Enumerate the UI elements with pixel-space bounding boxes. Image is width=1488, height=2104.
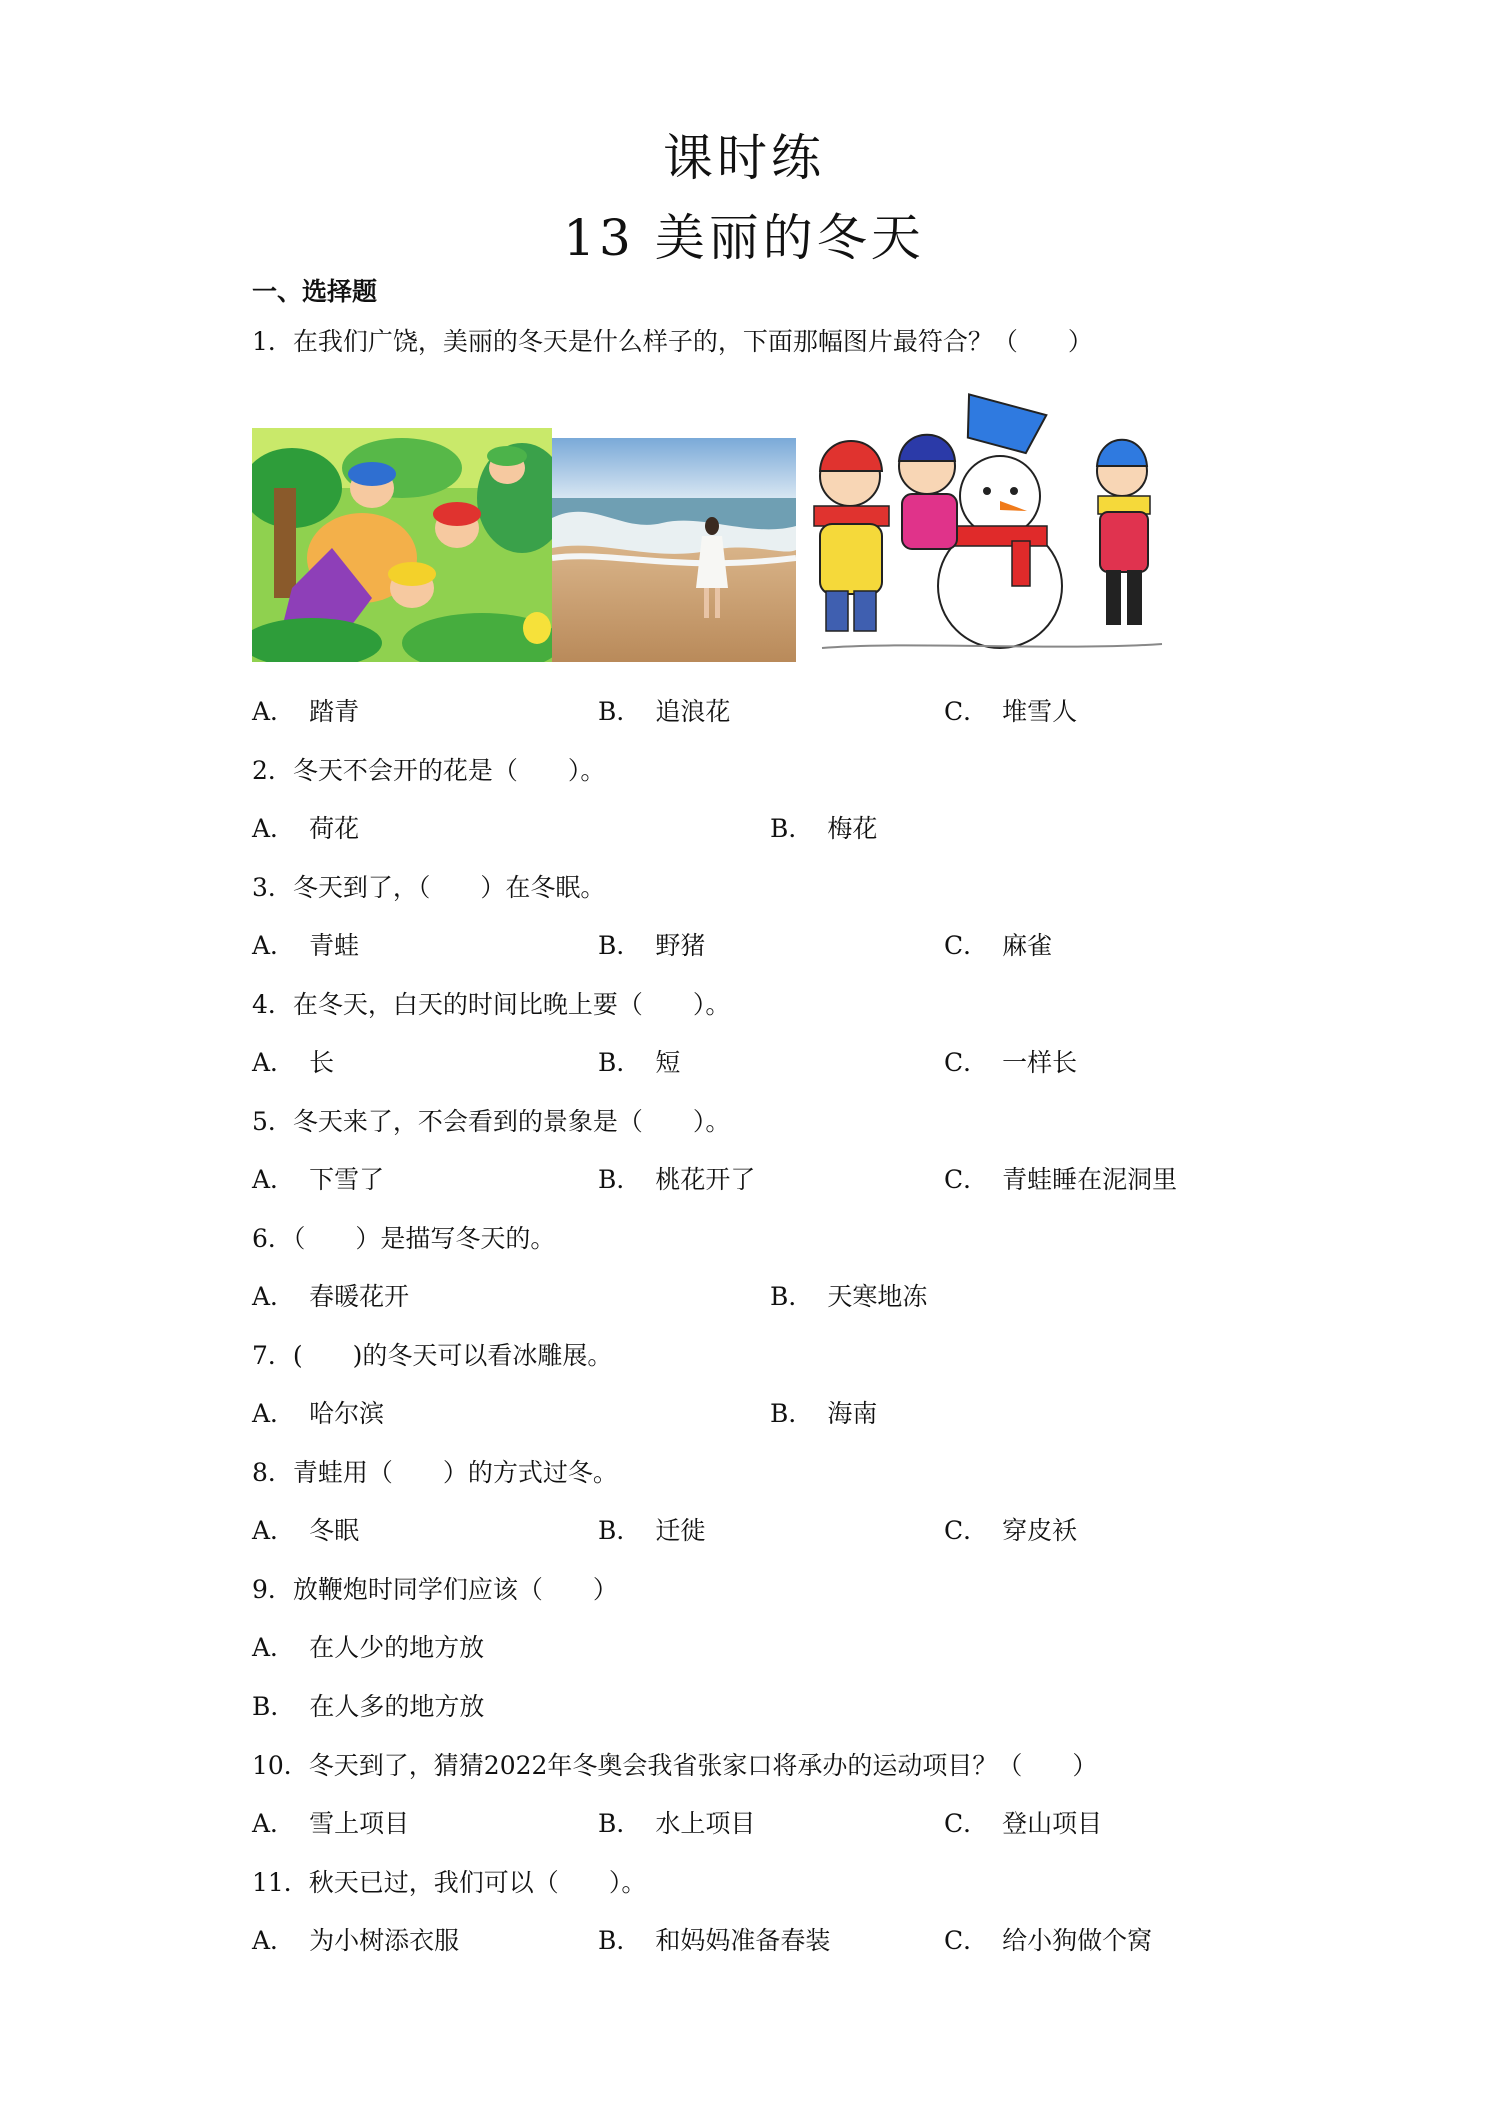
q4-option-a[interactable]: A． 长 bbox=[252, 1048, 335, 1077]
question-9: 9．放鞭炮时同学们应该（ ） bbox=[252, 1575, 618, 1604]
q4-option-b[interactable]: B． 短 bbox=[598, 1048, 681, 1077]
question-5: 5．冬天来了，不会看到的景象是（ ）。 bbox=[252, 1107, 731, 1136]
q10-option-a[interactable]: A． 雪上项目 bbox=[252, 1809, 410, 1838]
q5-option-a[interactable]: A． 下雪了 bbox=[252, 1165, 385, 1194]
q8-option-c[interactable]: C． 穿皮袄 bbox=[944, 1516, 1078, 1545]
q3-option-c[interactable]: C． 麻雀 bbox=[944, 931, 1053, 960]
q3-option-b[interactable]: B． 野猪 bbox=[598, 931, 706, 960]
q8-option-a[interactable]: A． 冬眠 bbox=[252, 1516, 360, 1545]
q1-option-a[interactable]: A． 踏青 bbox=[252, 697, 360, 726]
q6-option-a[interactable]: A． 春暖花开 bbox=[252, 1282, 410, 1311]
q5-option-b[interactable]: B． 桃花开了 bbox=[598, 1165, 756, 1194]
q7-option-b[interactable]: B． 海南 bbox=[770, 1399, 878, 1428]
lesson-title: 13 美丽的冬天 bbox=[563, 209, 925, 267]
q6-option-b[interactable]: B． 天寒地冻 bbox=[770, 1282, 928, 1311]
q11-option-a[interactable]: A． 为小树添衣服 bbox=[252, 1926, 460, 1955]
question-11: 11．秋天已过，我们可以（ ）。 bbox=[252, 1868, 647, 1897]
q3-option-a[interactable]: A． 青蛙 bbox=[252, 931, 360, 960]
q10-option-b[interactable]: B． 水上项目 bbox=[598, 1809, 756, 1838]
q11-option-c[interactable]: C． 给小狗做个窝 bbox=[944, 1926, 1153, 1955]
q9-option-a[interactable]: A． 在人少的地方放 bbox=[252, 1633, 485, 1662]
question-3: 3．冬天到了，（ ）在冬眠。 bbox=[252, 873, 606, 902]
question-1-images bbox=[252, 386, 1172, 662]
question-7: 7．( )的冬天可以看冰雕展。 bbox=[252, 1341, 613, 1370]
question-8: 8．青蛙用（ ）的方式过冬。 bbox=[252, 1458, 618, 1487]
q4-option-c[interactable]: C． 一样长 bbox=[944, 1048, 1078, 1077]
question-4: 4．在冬天，白天的时间比晚上要（ ）。 bbox=[252, 990, 731, 1019]
q10-option-c[interactable]: C． 登山项目 bbox=[944, 1809, 1103, 1838]
q2-option-b[interactable]: B． 梅花 bbox=[770, 814, 878, 843]
section-heading: 一、选择题 bbox=[252, 277, 378, 306]
question-1: 1．在我们广饶，美丽的冬天是什么样子的，下面那幅图片最符合？（ ） bbox=[252, 327, 1093, 356]
page-title: 课时练 bbox=[663, 129, 825, 187]
snowman-picture bbox=[802, 386, 1172, 662]
q11-option-b[interactable]: B． 和妈妈准备春装 bbox=[598, 1926, 831, 1955]
q1-option-c[interactable]: C． 堆雪人 bbox=[944, 697, 1078, 726]
question-6: 6．（ ）是描写冬天的。 bbox=[252, 1224, 556, 1253]
spring-outing-picture bbox=[252, 428, 552, 662]
q1-option-b[interactable]: B． 追浪花 bbox=[598, 697, 731, 726]
question-10: 10．冬天到了，猜猜2022年冬奥会我省张家口将承办的运动项目？（ ） bbox=[252, 1751, 1098, 1780]
q7-option-a[interactable]: A． 哈尔滨 bbox=[252, 1399, 385, 1428]
q8-option-b[interactable]: B． 迁徙 bbox=[598, 1516, 706, 1545]
question-2: 2．冬天不会开的花是（ ）。 bbox=[252, 756, 606, 785]
q9-option-b[interactable]: B． 在人多的地方放 bbox=[252, 1692, 485, 1721]
q2-option-a[interactable]: A． 荷花 bbox=[252, 814, 360, 843]
beach-waves-picture bbox=[552, 438, 796, 662]
q5-option-c[interactable]: C． 青蛙睡在泥洞里 bbox=[944, 1165, 1178, 1194]
